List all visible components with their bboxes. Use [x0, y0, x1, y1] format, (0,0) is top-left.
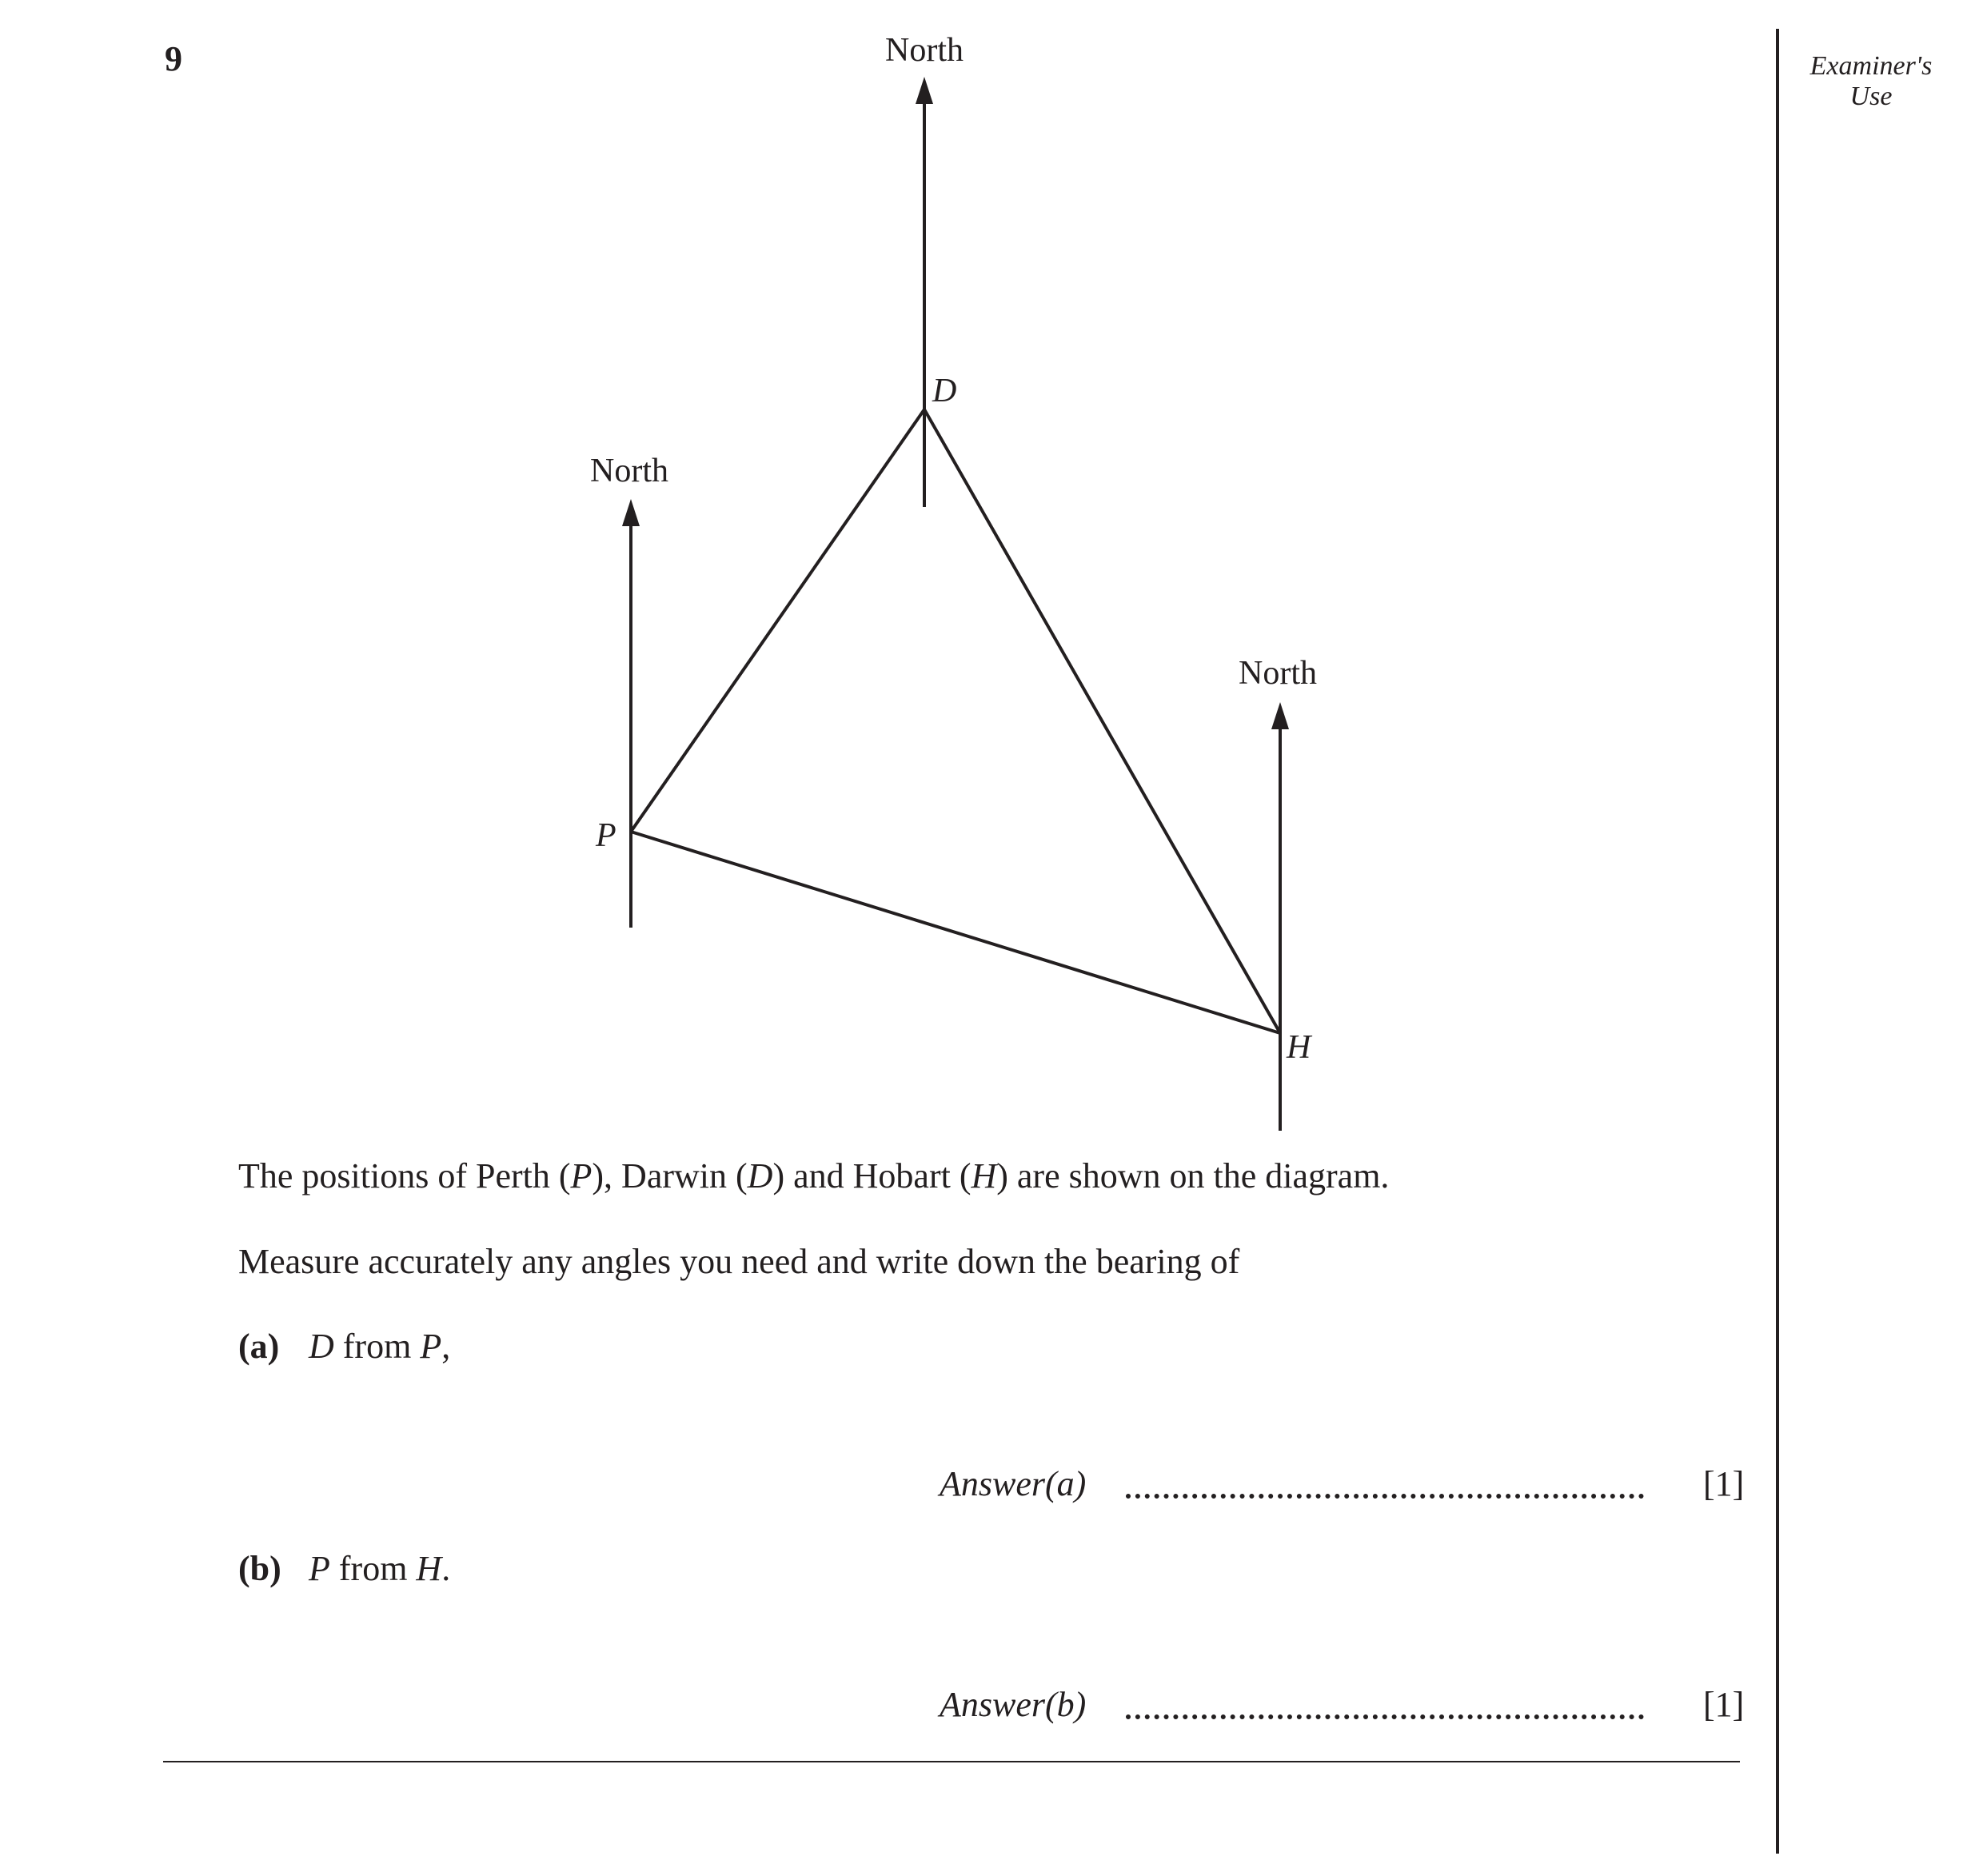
- part-b-from: from: [329, 1549, 417, 1588]
- point-label-h: H: [1287, 1029, 1311, 1066]
- part-a-question: [238, 1329, 450, 1364]
- part-b-label: (b): [238, 1549, 281, 1588]
- segment-pd: [631, 409, 924, 832]
- north-label-d: North: [885, 32, 964, 69]
- point-label-p: P: [596, 817, 616, 854]
- intro-part-4: ) are shown on the diagram.: [996, 1156, 1390, 1195]
- examiners-use-line-1: Examiner's: [1809, 51, 1933, 81]
- north-label-h: North: [1239, 655, 1317, 692]
- part-b-mark: [1]: [1703, 1685, 1745, 1724]
- point-label-d: D: [932, 373, 957, 409]
- north-arrow-h: [1271, 702, 1289, 729]
- question-number: 9: [165, 39, 182, 78]
- part-b-question: [238, 1551, 450, 1587]
- part-a-punct: ,: [441, 1327, 451, 1366]
- part-a-from: from: [333, 1327, 421, 1366]
- north-arrow-p: [622, 499, 640, 526]
- intro-part-3: ) and Hobart (: [772, 1156, 972, 1195]
- part-b-target: P: [309, 1549, 330, 1588]
- examiners-use-line-2: Use: [1849, 82, 1893, 111]
- instruction-text: Measure accurately any angles you need and write down the bearing of: [238, 1242, 1240, 1281]
- intro-part-1: The positions of Perth (: [238, 1156, 571, 1195]
- answer-b-field[interactable]: [1126, 1714, 1644, 1719]
- intro-hobart-symbol: H: [971, 1156, 997, 1195]
- part-b-origin: H: [416, 1549, 442, 1588]
- part-a-origin: P: [420, 1327, 442, 1366]
- north-arrow-d: [916, 77, 933, 104]
- answer-b-label: Answer(b): [940, 1685, 1087, 1724]
- north-label-p: North: [590, 453, 668, 489]
- part-a-target: D: [309, 1327, 334, 1366]
- part-b-punct: .: [441, 1549, 451, 1588]
- part-a-mark: [1]: [1703, 1464, 1745, 1503]
- answer-a-field[interactable]: [1126, 1494, 1644, 1499]
- intro-text: [238, 1156, 1390, 1195]
- intro-darwin-symbol: D: [747, 1156, 773, 1195]
- intro-part-2: ), Darwin (: [592, 1156, 748, 1195]
- intro-perth-symbol: P: [570, 1156, 593, 1195]
- bottom-rule: [163, 1761, 1740, 1762]
- part-a-label: (a): [238, 1327, 280, 1366]
- answer-a-label: Answer(a): [940, 1464, 1087, 1503]
